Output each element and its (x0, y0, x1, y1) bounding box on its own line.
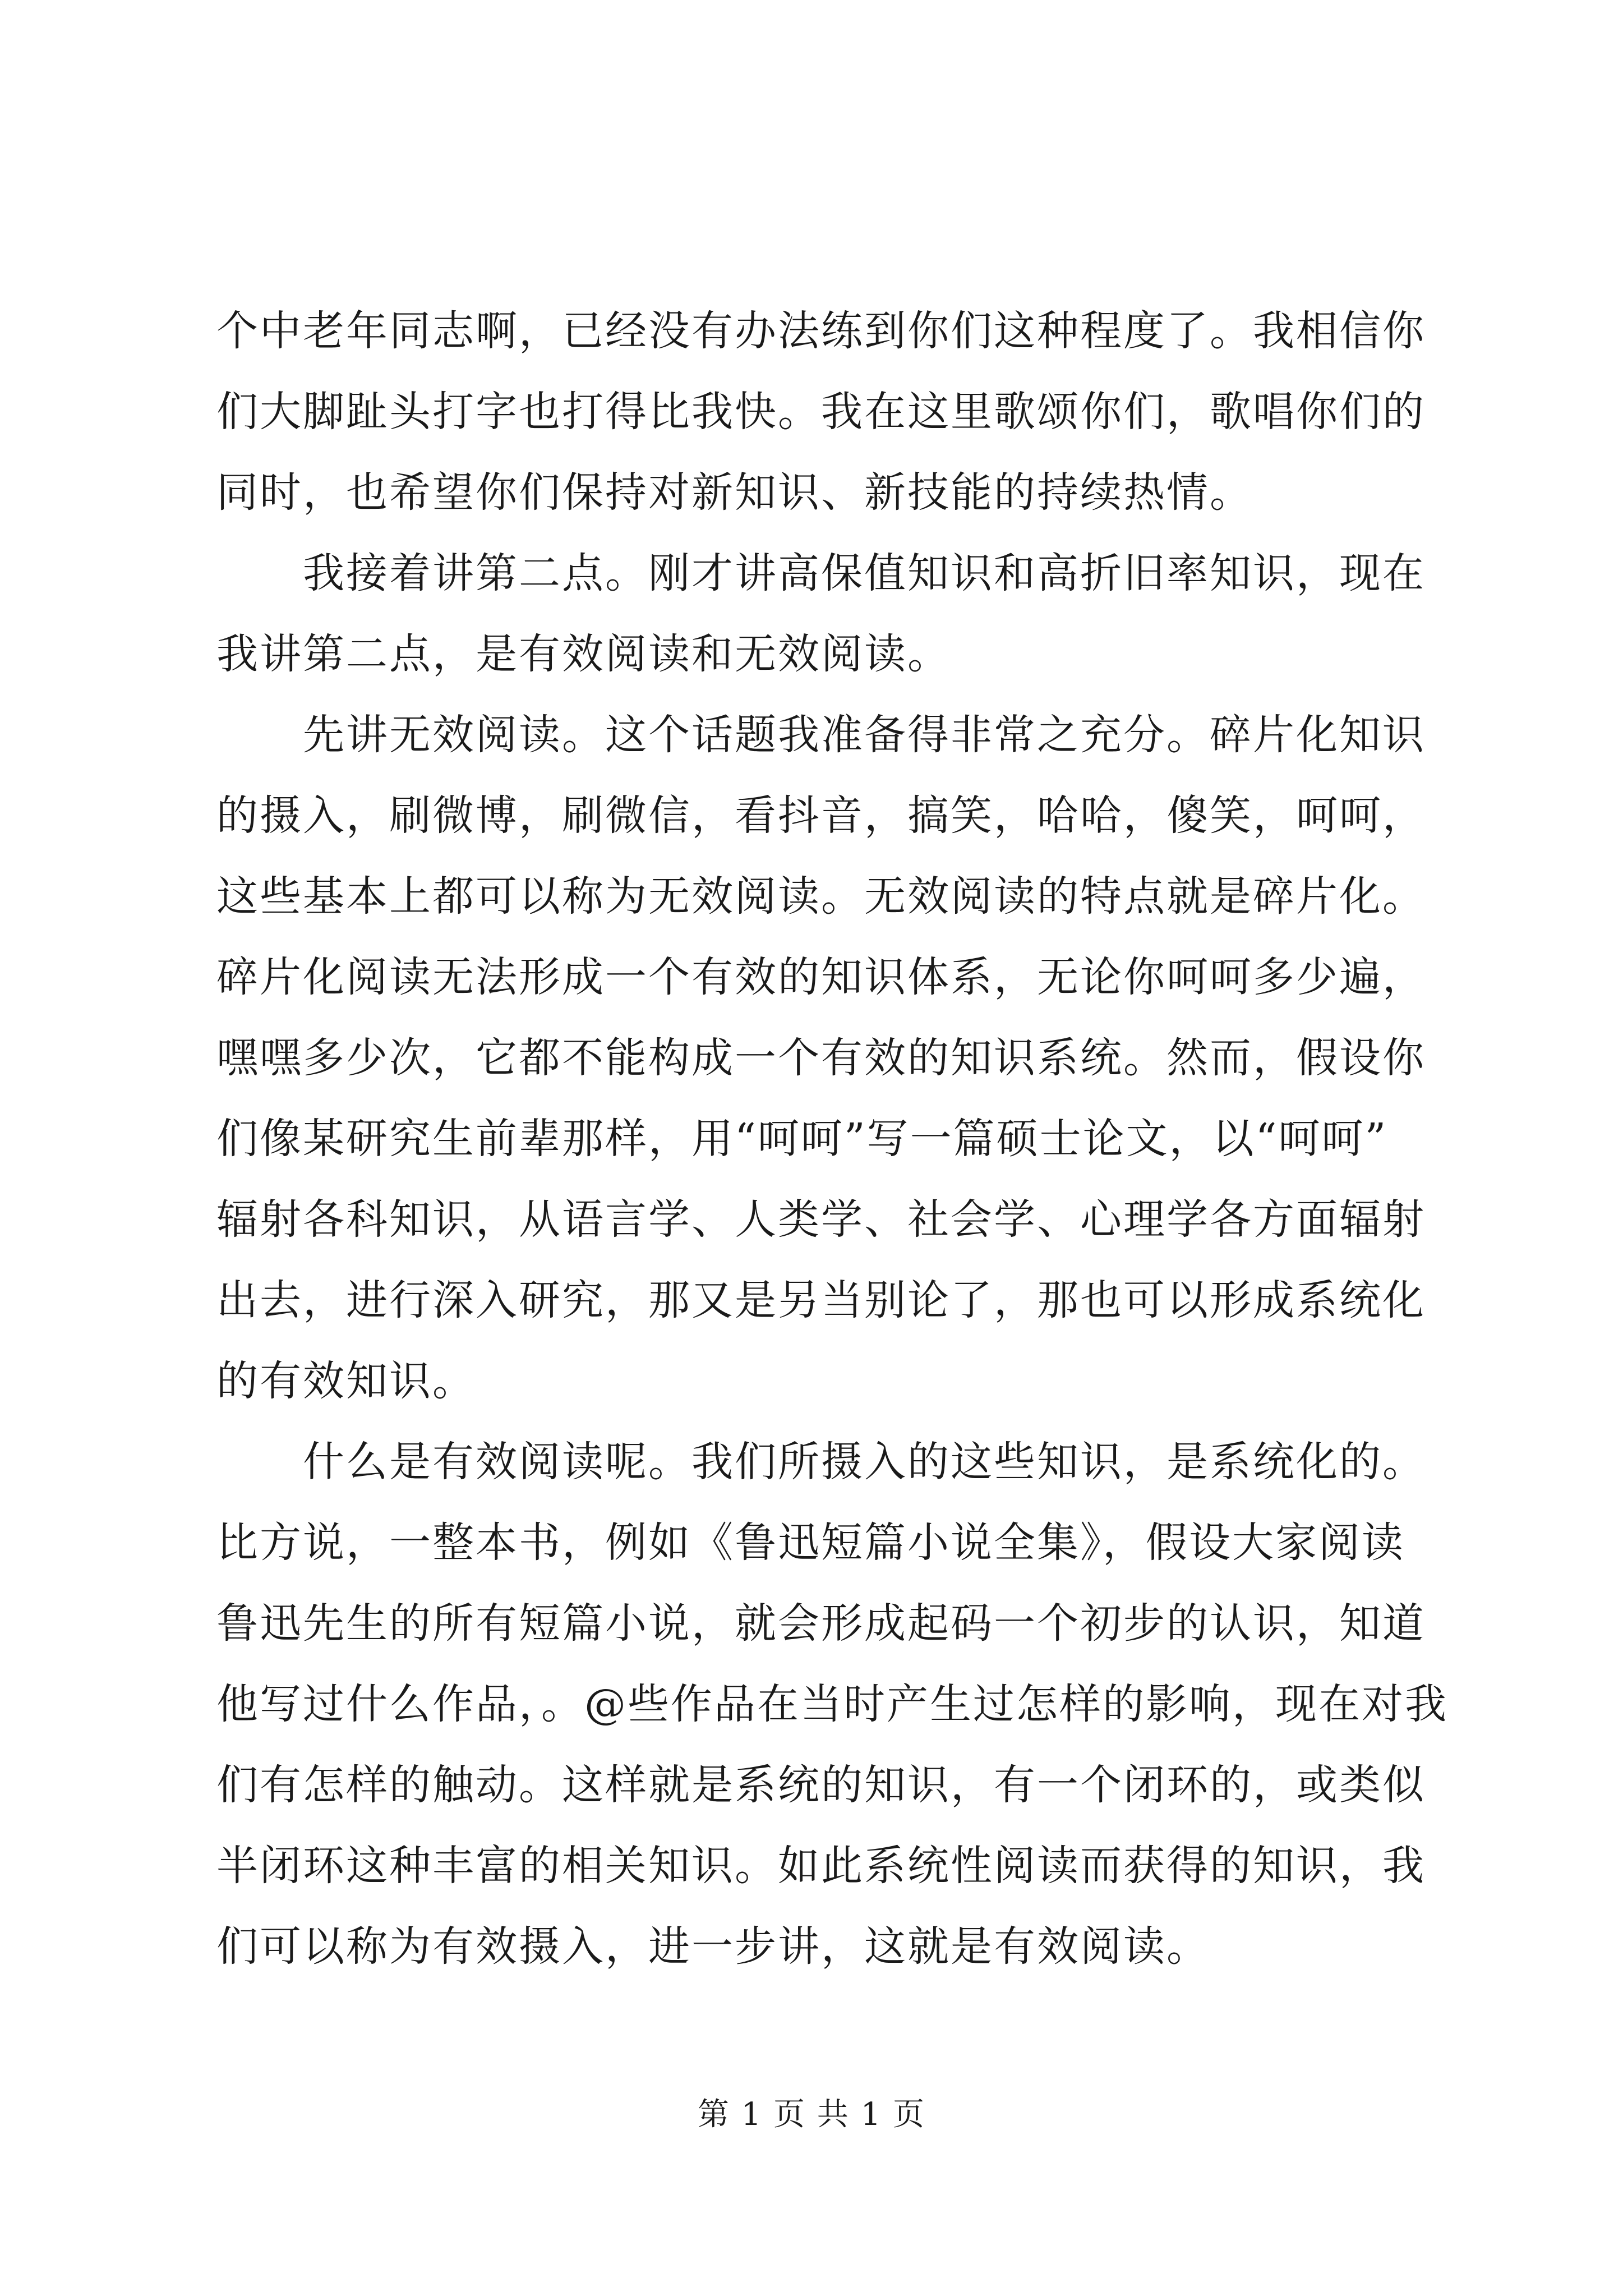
text-line: 碎片化阅读无法形成一个有效的知识体系，无论你呵呵多少遍， (216, 953, 1426, 1001)
text-line: 辐射各科知识，从语言学、人类学、社会学、心理学各方面辐射 (216, 1195, 1426, 1244)
text-line: 鲁迅先生的所有短篇小说，就会形成起码一个初步的认识，知道 (216, 1599, 1426, 1648)
text-line: 半闭环这种丰富的相关知识。如此系统性阅读而获得的知识，我 (216, 1842, 1426, 1890)
text-line: 们大脚趾头打字也打得比我快。我在这里歌颂你们，歌唱你们的 (216, 388, 1426, 436)
text-line: 嘿嘿多少次，它都不能构成一个有效的知识系统。然而，假设你 (216, 1034, 1426, 1082)
text-line: 们像某研究生前辈那样，用“呵呵”写一篇硕士论文，以“呵呵” (216, 1115, 1388, 1163)
text-line: 的摄入，刷微博，刷微信，看抖音，搞笑，哈哈，傻笑，呵呵， (216, 792, 1426, 840)
text-line: 我讲第二点，是有效阅读和无效阅读。 (216, 630, 951, 678)
text-line: 先讲无效阅读。这个话题我准备得非常之充分。碎片化知识 (216, 711, 1426, 759)
text-line: 个中老年同志啊，已经没有办法练到你们这种程度了。我相信你 (216, 307, 1426, 355)
text-line: 这些基本上都可以称为无效阅读。无效阅读的特点就是碎片化。 (216, 872, 1426, 921)
text-line: 同时，也希望你们保持对新知识、新技能的持续热情。 (216, 468, 1253, 517)
page-number-label: 第 1 页 共 1 页 (697, 2096, 926, 2133)
text-line: 他写过什么作品，。@些作品在当时产生过怎样的影响，现在对我 (216, 1680, 1448, 1728)
text-line: 比方说，一整本书，例如《鲁迅短篇小说全集》，假设大家阅读 (216, 1519, 1405, 1567)
body-text (216, 291, 1448, 1987)
page-footer (0, 2095, 1623, 2134)
text-line: 我接着讲第二点。刚才讲高保值知识和高折旧率知识，现在 (216, 549, 1426, 597)
text-line: 们可以称为有效摄入，进一步讲，这就是有效阅读。 (216, 1922, 1210, 1971)
text-line: 出去，进行深入研究，那又是另当别论了，那也可以形成系统化 (216, 1276, 1426, 1324)
text-line: 什么是有效阅读呢。我们所摄入的这些知识，是系统化的。 (216, 1438, 1426, 1486)
text-line: 们有怎样的触动。这样就是系统的知识，有一个闭环的，或类似 (216, 1761, 1426, 1809)
text-line: 的有效知识。 (216, 1357, 476, 1405)
